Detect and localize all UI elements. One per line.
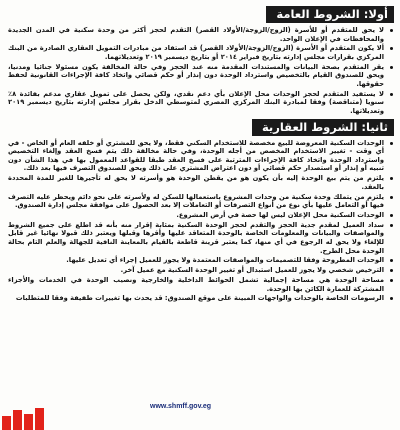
list-item: يقر المتقدم بصحة البيانات والمستندات المقدمة منه عند الحجز وفي حالة المخالفة يكون مسئولا جنائيا ومدنيا، ويحق للصندوق القيام بالتخصيص واسترداد الوحدة دون إنذار أو حكم قضائي واتخاذ كافة الإجراءات القانونية لحفظ حقوقها. xyxy=(8,63,394,89)
list-item: الوحدات المطروحة وفقا للتصميمات والمواصفات المعتمدة ولا يجوز للعميل إجراء أي تعديل عليها. xyxy=(8,256,394,265)
list-item: يلتزم من يتملك وحدة سكنية من وحدات المشروع باستعمالها للسكن له ولأسرته على نحو دائم ويحظر عليه التصرف فيها أو التعامل عليها بأي نوع من أنواع التصرفات أو التعاملات إلا بعد الحصول على موافقة مجلس إدارة الصندوق. xyxy=(8,193,394,210)
logo-mark-icon xyxy=(0,408,46,430)
list-item: الترخيص شخصي ولا يجوز للعميل استبدال أو تغيير الوحدة السكنية مع عميل آخر. xyxy=(8,266,394,275)
list-item: مساحة الوحدة هي مساحة إجمالية تشمل الحوائط الداخلية والخارجية ونصيب الوحدة في الخدمات والأجزاء المشتركة للعمارة الكائن بها الوحدة. xyxy=(8,276,394,293)
list-item: سداد العميل لمقدم جدية الحجز والتقدم لحجز الوحدة السكنية بمثابة إقرار منه بأنه قد اطلع على جميع الشروط والمواصفات والبيانات والمعلومات الخاصة بالوحدة المتعاقد عليها وأقرها وقبلها ويعتبر ذلك قبولا نهائيا غير قابل للإلغاء ولا يحق له الرجوع في أي منها، كما يعتبر قرينة قاطعة بالقيام بالمعاينة النافية للجهالة والعلم التام بحالة الوحدة محل الطرح. xyxy=(8,221,394,255)
list-item: لا يستفيد المتقدم لحجز الوحدات محل الإعلان بأي دعم نقدي، ولكن يحصل على تمويل عقاري مدعم بفائدة ٨٪ سنويا (متناقصة) وفقا لمبادرة البنك المركزي المصري لمتوسطي الدخل بقرار مجلس إدارته بتاريخ ديسمبر ٢٠١٩ وتعديلاتها. xyxy=(8,90,394,116)
list-item: ألا يكون المتقدم أو الأسرة (الزوج/الزوجة/الأولاد القصر) قد استفاد من مبادرات التمويل العقاري الصادرة من البنك المركزي بقرارات مجلس إدارته بتاريخ فبراير ٢٠١٤ أو بتاريخ ديسمبر ٢٠١٩ وتعديلاتهما. xyxy=(8,44,394,61)
list-item: يلتزم من يتم بيع الوحدة إليه بأن يكون هو من يقطن الوحدة هو وأسرته لا يحق له تأجيرها للغير للمدة المحددة بالعقد. xyxy=(8,174,394,191)
list-item: لا يحق للمتقدم أو للأسرة (الزوج/الزوجة/الأولاد القصر) التقدم لحجز أكثر من وحدة سكنية في المدن الجديدة والمحافظات في الإعلان الواحد. xyxy=(8,26,394,43)
section-title-real-estate-conditions: ثانيا: الشروط العقارية xyxy=(252,119,394,136)
section-title-general-conditions: أولا: الشروط العامة xyxy=(266,6,394,23)
list-item: الوحدات السكنية محل الإعلان ليس لها حصة في أرض المشروع. xyxy=(8,211,394,220)
list-item: الوحدات السكنية المعروضة للبيع مخصصة للاستخدام السكني فقط، ولا يحق للمشتري أو خلفه العام أو الخاص - في أي وقت - تغيير الاستخدام المخصص من أجله الوحدة، وفي حالة مخالفة ذلك يتم فسخ العقد وإلغاء التخصيص واسترداد الوحدة واتخاذ كافة الإجراءات المترتبة على فسخ العقد طبقا للقواعد المعمول بها في هذا الشأن دون تنبيه أو إنذار أو استصدار حكم قضائي أو دون اعتراض المشتري على ذلك ويحق للصندوق التصرف فيها بعد ذلك. xyxy=(8,139,394,173)
list-item: الرسومات الخاصة بالوحدات والواجهات المبينة على موقع الصندوق: قد يحدث بها تغييرات طفيفة وفقا للمتطلبات xyxy=(8,294,394,303)
real-estate-conditions-list xyxy=(6,139,394,303)
website-url[interactable]: www.shmff.gov.eg xyxy=(150,403,212,410)
announcement-page xyxy=(6,6,394,304)
general-conditions-list xyxy=(6,26,394,116)
